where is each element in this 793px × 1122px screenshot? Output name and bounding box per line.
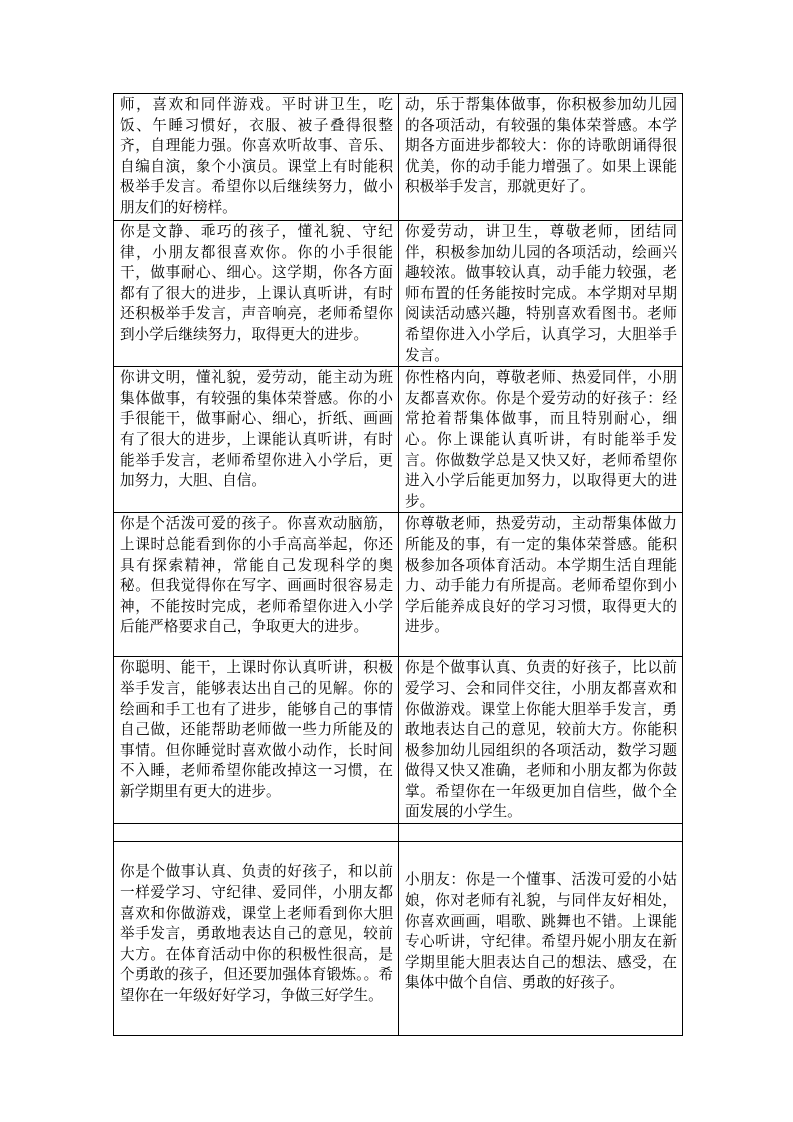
table-row [114, 367, 683, 513]
comments-table [113, 93, 683, 1036]
table-row-empty [114, 824, 683, 842]
comment-cell-right: 你是个做事认真、负责的好孩子，比以前爱学习、会和同伴交往，小朋友都喜欢和你做游戏。课堂上你能大胆举手发言，勇敢地表达自己的意见，较前大方。你能积极参加幼儿园组织的各项活动，数学习题做得又快又准确，老师和小朋友都为你鼓掌。希望你在一年级更加自信些，做个全面发展的小学生。 [399, 657, 683, 824]
table-row [114, 221, 683, 367]
comment-cell-right: 小朋友：你是一个懂事、活泼可爱的小姑娘，你对老师有礼貌，与同伴友好相处，你喜欢画画，唱歌、跳舞也不错。上课能专心听讲，守纪律。希望丹妮小朋友在新学期里能大胆表达自己的想法、感受，在集体中做个自信、勇敢的好孩子。 [399, 842, 683, 1036]
comment-cell-right: 动，乐于帮集体做事，你积极参加幼儿园的各项活动，有较强的集体荣誉感。本学期各方面进步都较大：你的诗歌朗诵得很优美，你的动手能力增强了。如果上课能积极举手发言，那就更好了。 [399, 94, 683, 221]
comment-cell-right: 你性格内向，尊敬老师、热爱同伴，小朋友都喜欢你。你是个爱劳动的好孩子：经常抢着帮集体做事，而且特别耐心，细心。你上课能认真听讲，有时能举手发言。你做数学总是又快又好，老师希望你进入小学后能更加努力，以取得更大的进步。 [399, 367, 683, 513]
comment-cell-left: 你是文静、乖巧的孩子，懂礼貌、守纪律，小朋友都很喜欢你。你的小手很能干，做事耐心、细心。这学期，你各方面都有了很大的进步，上课认真听讲，有时还积极举手发言，声音响亮，老师希望你到小学后继续努力，取得更大的进步。 [114, 221, 399, 367]
comment-cell-left: 你讲文明，懂礼貌，爱劳动，能主动为班集体做事，有较强的集体荣誉感。你的小手很能干，做事耐心、细心，折纸、画画有了很大的进步，上课能认真听讲，有时能举手发言，老师希望你进入小学后，更加努力，大胆、自信。 [114, 367, 399, 513]
comment-cell-right: 你尊敬老师，热爱劳动，主动帮集体做力所能及的事，有一定的集体荣誉感。能积极参加各项体育活动。本学期生活自理能力、动手能力有所提高。老师希望你到小学后能养成良好的学习习惯，取得更大的进步。 [399, 513, 683, 657]
table-row [114, 657, 683, 824]
comment-cell-right: 你爱劳动，讲卫生，尊敬老师，团结同伴，积极参加幼儿园的各项活动，绘画兴趣较浓。做事较认真，动手能力较强，老师布置的任务能按时完成。本学期对早期阅读活动感兴趣，特别喜欢看图书。老师希望你进入小学后，认真学习，大胆举手发言。 [399, 221, 683, 367]
comment-cell-left: 师，喜欢和同伴游戏。平时讲卫生，吃饭、午睡习惯好，衣服、被子叠得很整齐，自理能力强。你喜欢听故事、音乐、自编自演，象个小演员。课堂上有时能积极举手发言。希望你以后继续努力，做小朋友们的好榜样。 [114, 94, 399, 221]
comment-cell-left: 你是个活泼可爱的孩子。你喜欢动脑筋，上课时总能看到你的小手高高举起，你还具有探索精神，常能自己发现科学的奥秘。但我觉得你在写字、画画时很容易走神，不能按时完成，老师希望你进入小学后能严格要求自己，争取更大的进步。 [114, 513, 399, 657]
table-row [114, 94, 683, 221]
table-row [114, 842, 683, 1036]
comment-cell-left: 你是个做事认真、负责的好孩子，和以前一样爱学习、守纪律、爱同伴，小朋友都喜欢和你做游戏，课堂上老师看到你大胆举手发言，勇敢地表达自己的意见，较前大方。在体育活动中你的积极性很高，是个勇敢的孩子，但还要加强体育锻炼。。希望你在一年级好好学习，争做三好学生。 [114, 842, 399, 1036]
table-row [114, 513, 683, 657]
empty-cell-right [399, 824, 683, 842]
empty-cell-left [114, 824, 399, 842]
comment-cell-left: 你聪明、能干，上课时你认真听讲，积极举手发言，能够表达出自己的见解。你的绘画和手工也有了进步，能够自己的事情自己做，还能帮助老师做一些力所能及的事情。但你睡觉时喜欢做小动作，长时间不入睡，老师希望你能改掉这一习惯，在新学期里有更大的进步。 [114, 657, 399, 824]
